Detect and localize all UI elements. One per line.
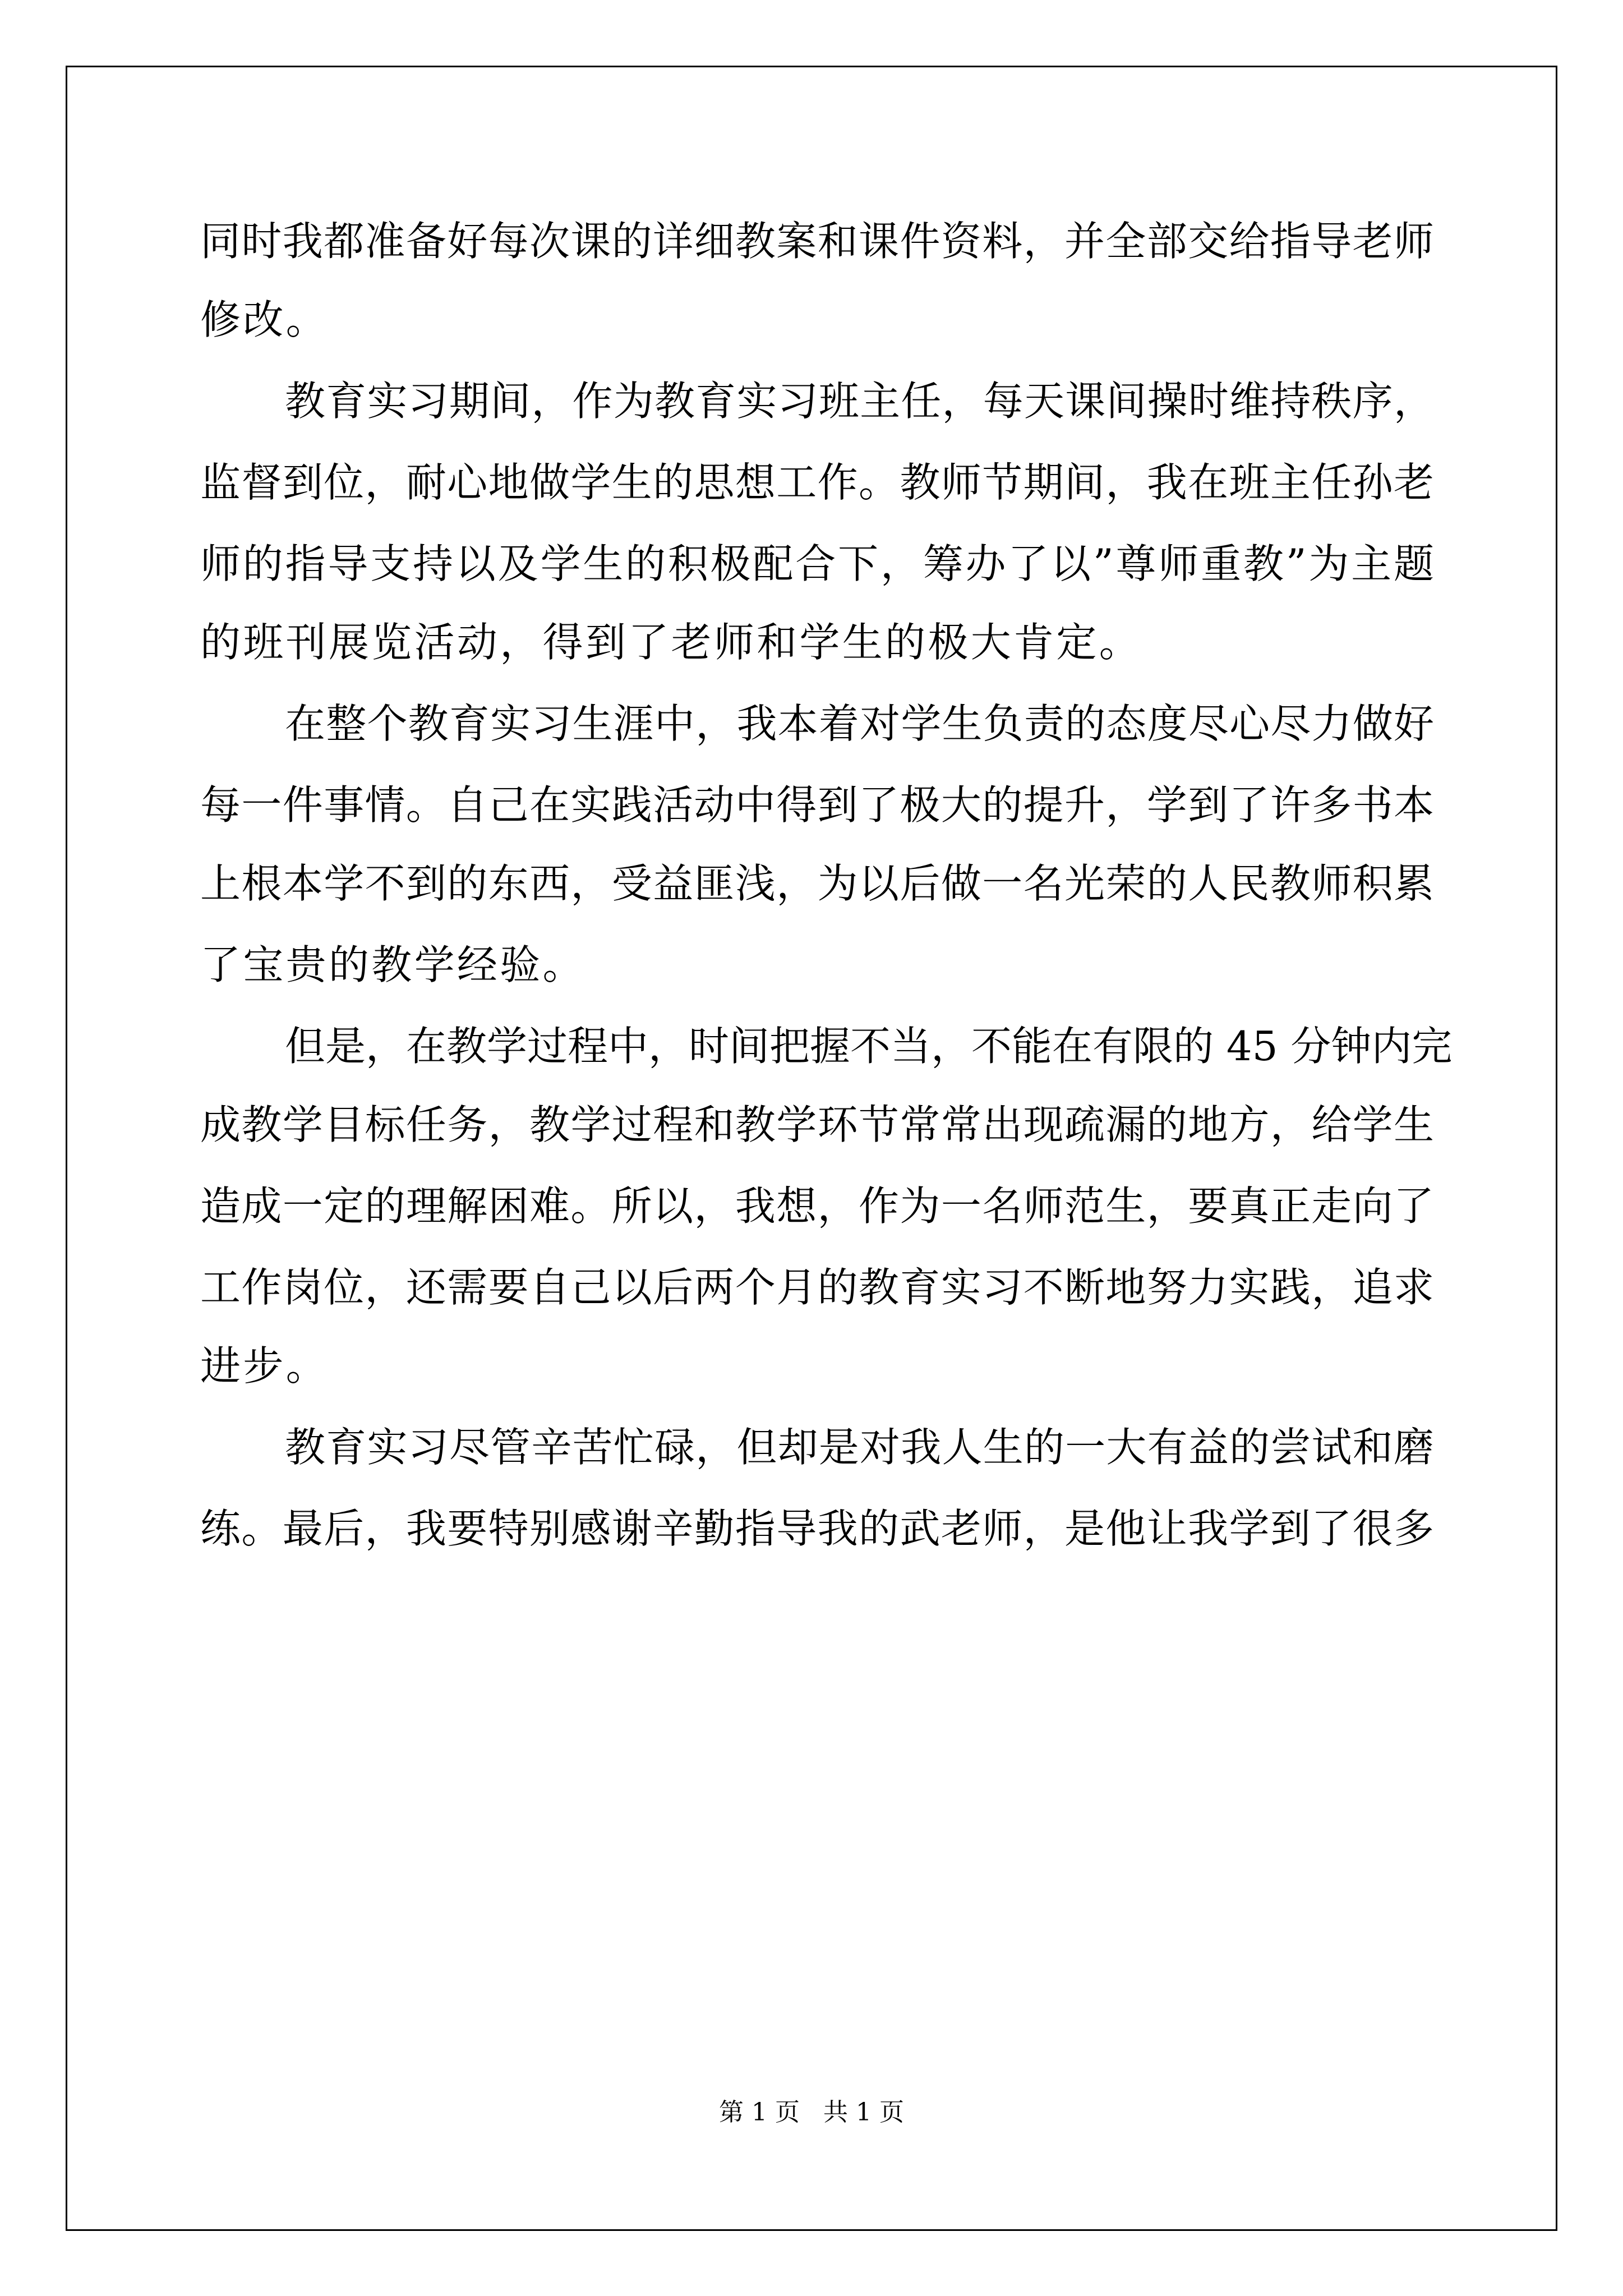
text-line: 成教学目标任务，教学过程和教学环节常常出现疏漏的地方，给学生 bbox=[200, 1101, 1434, 1148]
text-line: 进步。 bbox=[200, 1342, 329, 1389]
page-footer: 第 1 页 共 1 页 bbox=[719, 2098, 904, 2127]
text-line: 练。最后，我要特别感谢辛勤指导我的武老师，是他让我学到了很多 bbox=[200, 1505, 1434, 1552]
text-line: 在整个教育实习生涯中，我本着对学生负责的态度尽心尽力做好 bbox=[285, 700, 1434, 747]
text-line: 修改。 bbox=[200, 296, 329, 343]
text-line: 工作岗位，还需要自己以后两个月的教育实习不断地努力实践，追求 bbox=[200, 1264, 1434, 1311]
text-line: 造成一定的理解困难。所以，我想，作为一名师范生，要真正走向了 bbox=[200, 1182, 1434, 1230]
text-line: 但是，在教学过程中，时间把握不当，不能在有限的 45 分钟内完 bbox=[285, 1023, 1453, 1070]
text-line: 的班刊展览活动，得到了老师和学生的极大肯定。 bbox=[200, 619, 1142, 666]
text-line: 同时我都准备好每次课的详细教案和课件资料，并全部交给指导老师 bbox=[200, 218, 1434, 265]
text-line: 了宝贵的教学经验。 bbox=[200, 941, 585, 988]
text-line: 师的指导支持以及学生的积极配合下，筹办了以”尊师重教”为主题 bbox=[200, 540, 1434, 587]
text-line: 每一件事情。自己在实践活动中得到了极大的提升，学到了许多书本 bbox=[200, 781, 1434, 829]
text-line: 上根本学不到的东西，受益匪浅，为以后做一名光荣的人民教师积累 bbox=[200, 860, 1434, 907]
text-line: 教育实习期间，作为教育实习班主任，每天课间操时维持秩序， bbox=[285, 378, 1434, 425]
text-line: 监督到位，耐心地做学生的思想工作。教师节期间，我在班主任孙老 bbox=[200, 459, 1434, 506]
text-line: 教育实习尽管辛苦忙碌，但却是对我人生的一大有益的尝试和磨 bbox=[285, 1424, 1434, 1471]
